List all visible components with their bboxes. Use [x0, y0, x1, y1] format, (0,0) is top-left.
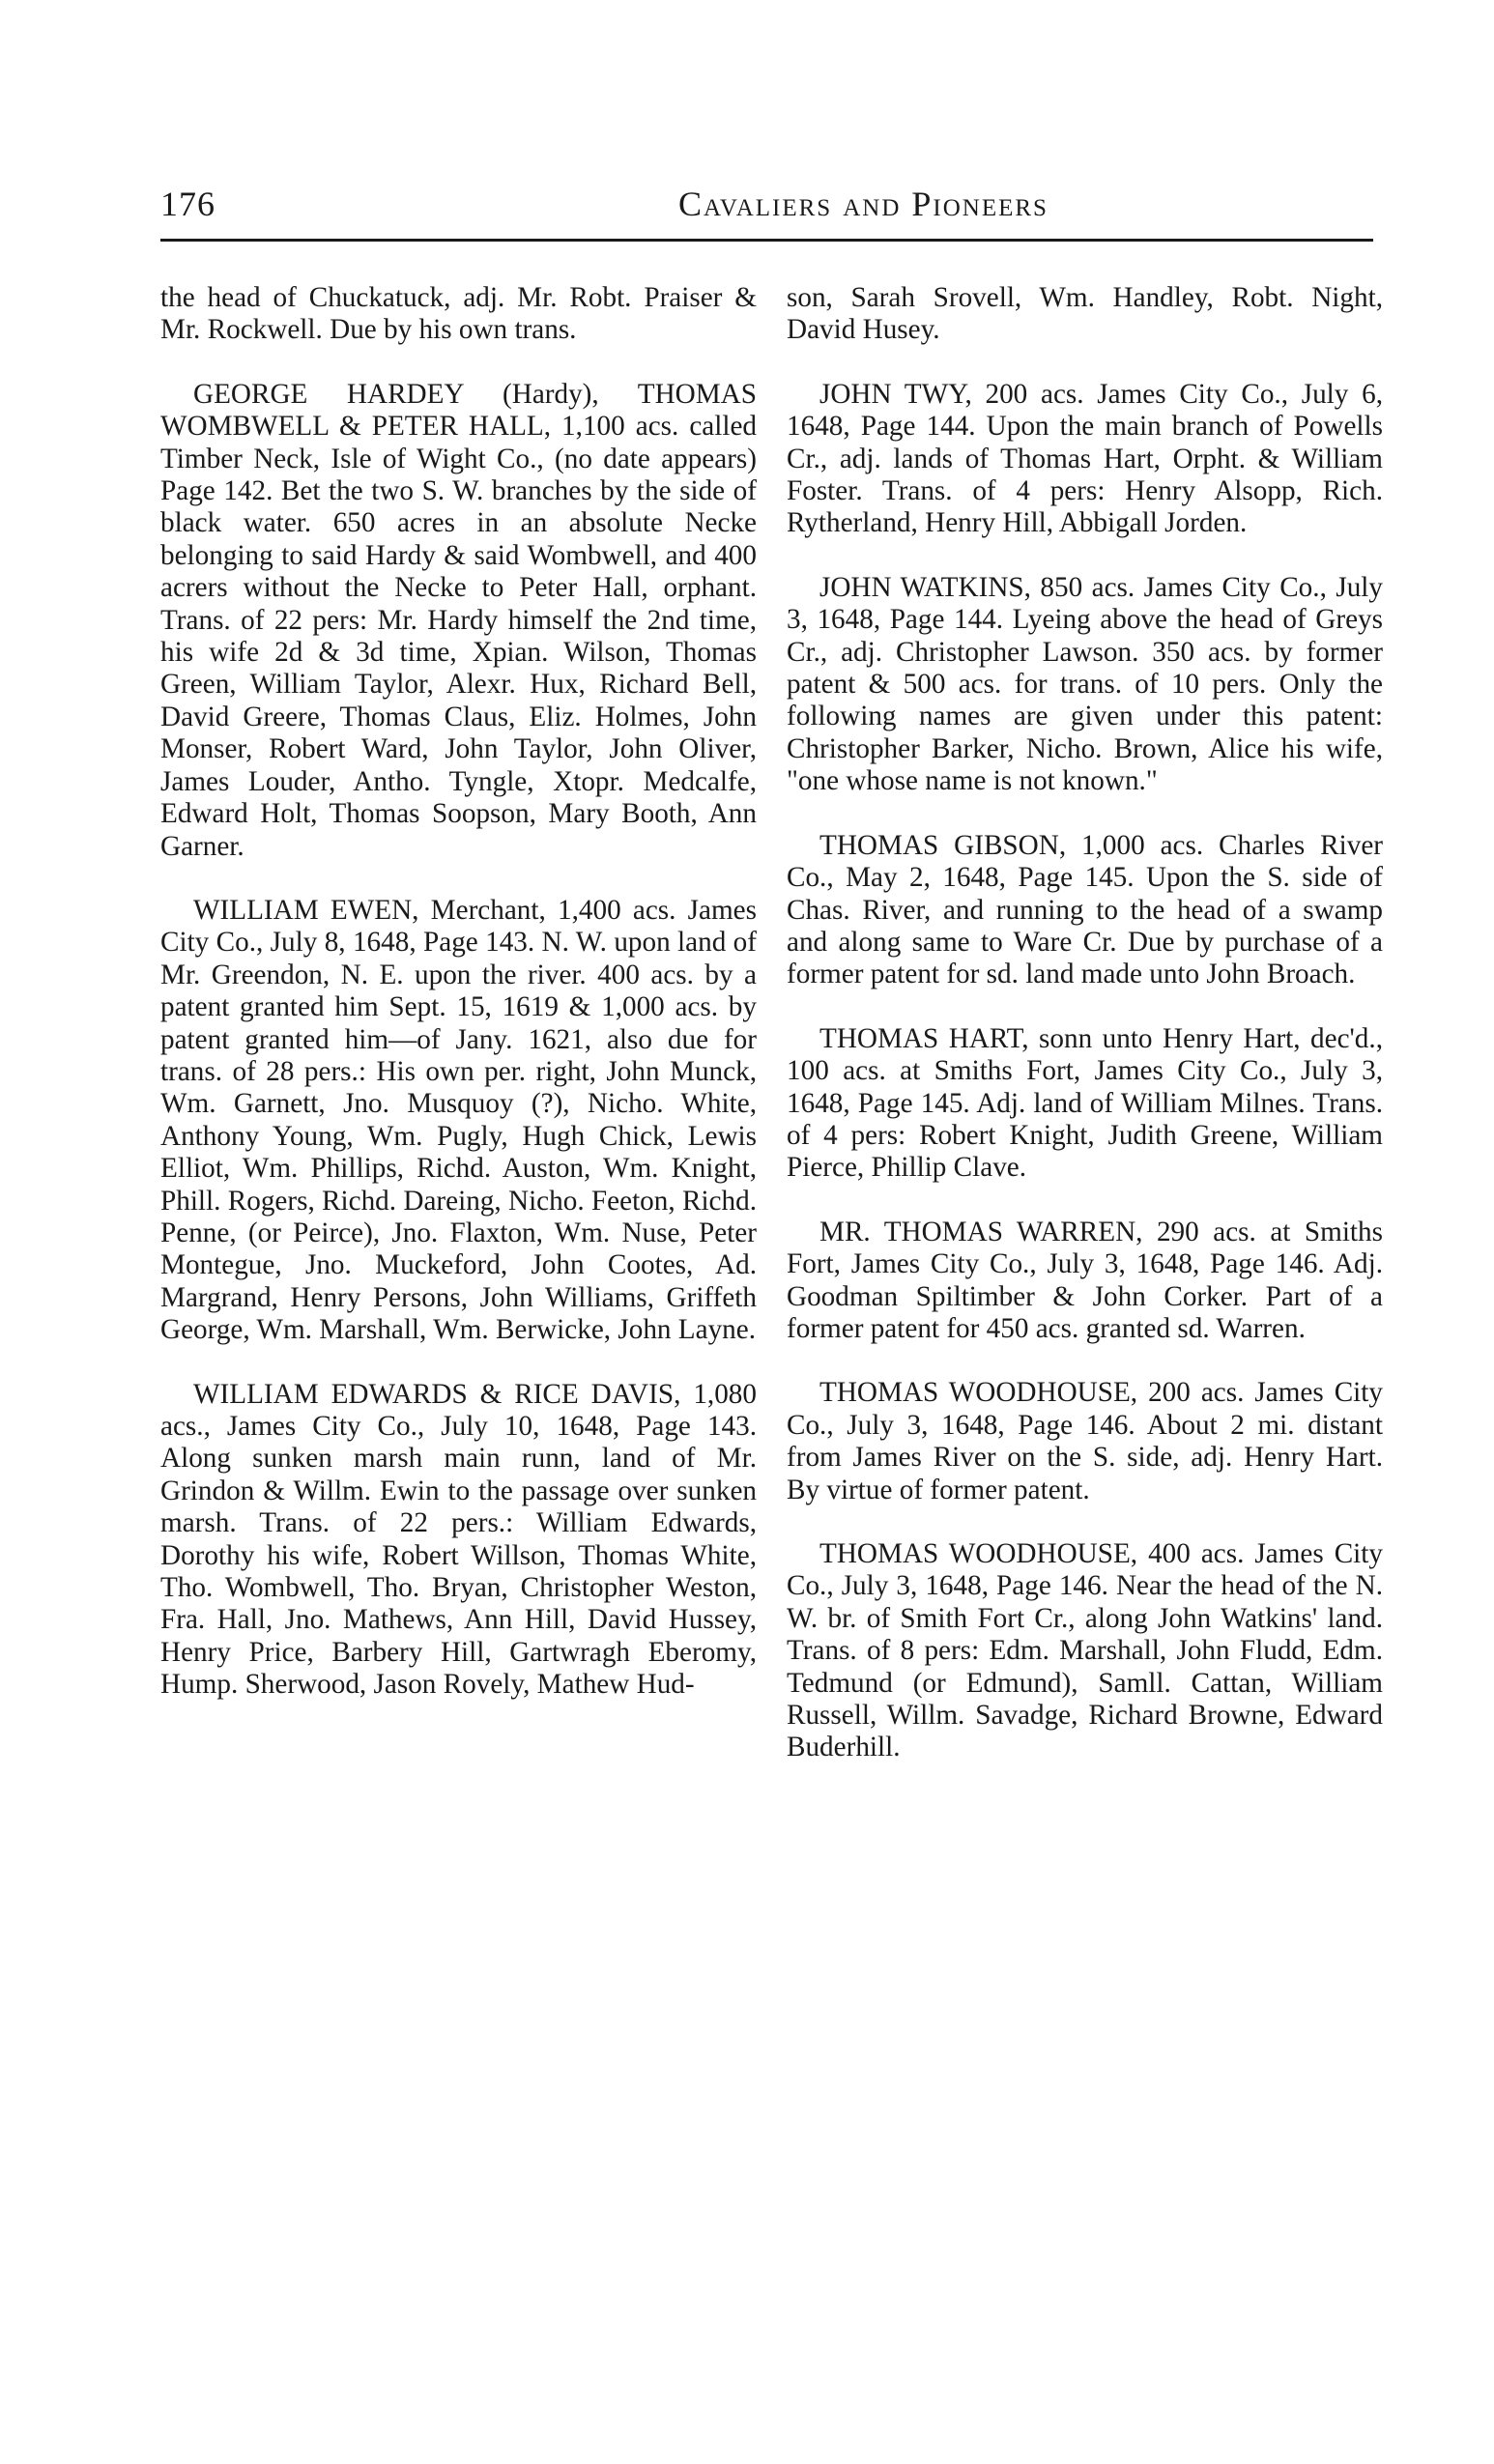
page-header	[160, 184, 1373, 234]
entry-william-edwards: WILLIAM EDWARDS & RICE DAVIS, 1,080 acs., James City Co., July 10, 1648, Page 143. Along sunken marsh main runn, land of Mr. Grindon & Willm. Ewin to the passage over sunken marsh. Trans. of 22 pers.: William Edwards, Dorothy his wife, Robert Willson, Thomas White, Tho. Wombwell, Tho. Bryan, Christopher Weston, Fra. Hall, Jno. Mathews, Ann Hill, David Hussey, Henry Price, Barbery Hill, Gartwragh Eberomy, Hump. Sherwood, Jason Rovely, Mathew Hud-	[160, 1378, 757, 1701]
entry-john-twy: JOHN TWY, 200 acs. James City Co., July 6, 1648, Page 144. Upon the main branch of Powells Cr., adj. lands of Thomas Hart, Orpht. & William Foster. Trans. of 4 pers: Henry Alsopp, Rich. Rytherland, Henry Hill, Abbigall Jorden.	[787, 378, 1383, 539]
running-head: Cavaliers and Pioneers	[678, 185, 1049, 223]
entry-continuation: the head of Chuckatuck, adj. Mr. Robt. Praiser & Mr. Rockwell. Due by his own trans.	[160, 282, 757, 346]
left-column	[160, 282, 757, 1733]
entry-thomas-woodhouse-400: THOMAS WOODHOUSE, 400 acs. James City Co., July 3, 1648, Page 146. Near the head of the N. W. br. of Smith Fort Cr., along John Watkins' land. Trans. of 8 pers: Edm. Marshall, John Fludd, Edm. Tedmund (or Edmund), Samll. Cattan, William Russell, Willm. Savadge, Richard Browne, Edward Buderhill.	[787, 1538, 1383, 1763]
page-number: 176	[160, 185, 215, 223]
right-column	[787, 282, 1383, 1796]
header-rule	[160, 239, 1373, 242]
entry-continuation: son, Sarah Srovell, Wm. Handley, Robt. Night, David Husey.	[787, 282, 1383, 346]
entry-thomas-gibson: THOMAS GIBSON, 1,000 acs. Charles River Co., May 2, 1648, Page 145. Upon the S. side of Chas. River, and running to the head of a swamp and along same to Ware Cr. Due by purchase of a former patent for sd. land made unto John Broach.	[787, 829, 1383, 990]
entry-thomas-hart: THOMAS HART, sonn unto Henry Hart, dec'd., 100 acs. at Smiths Fort, James City Co., July 3, 1648, Page 145. Adj. land of William Milnes. Trans. of 4 pers: Robert Knight, Judith Greene, William Pierce, Phillip Clave.	[787, 1022, 1383, 1184]
entry-thomas-warren: MR. THOMAS WARREN, 290 acs. at Smiths Fort, James City Co., July 3, 1648, Page 146. Adj. Goodman Spiltimber & John Corker. Part of a former patent for 450 acs. granted sd. Warren.	[787, 1216, 1383, 1344]
entry-john-watkins: JOHN WATKINS, 850 acs. James City Co., July 3, 1648, Page 144. Lyeing above the head of Greys Cr., adj. Christopher Lawson. 350 acs. by former patent & 500 acs. for trans. of 10 pers. Only the following names are given under this patent: Christopher Barker, Nicho. Brown, Alice his wife, "one whose name is not known."	[787, 571, 1383, 797]
entry-william-ewen: WILLIAM EWEN, Merchant, 1,400 acs. James City Co., July 8, 1648, Page 143. N. W. upon land of Mr. Greendon, N. E. upon the river. 400 acs. by a patent granted him Sept. 15, 1619 & 1,000 acs. by patent granted him—of Jany. 1621, also due for trans. of 28 pers.: His own per. right, John Munck, Wm. Garnett, Jno. Musquoy (?), Nicho. White, Anthony Young, Wm. Pugly, Hugh Chick, Lewis Elliot, Wm. Phillips, Richd. Auston, Wm. Knight, Phill. Rogers, Richd. Dareing, Nicho. Feeton, Richd. Penne, (or Peirce), Jno. Flaxton, Wm. Nuse, Peter Montegue, Jno. Muckeford, John Cootes, Ad. Margrand, Henry Persons, John Williams, Griffeth George, Wm. Marshall, Wm. Berwicke, John Layne.	[160, 894, 757, 1346]
entry-thomas-woodhouse-200: THOMAS WOODHOUSE, 200 acs. James City Co., July 3, 1648, Page 146. About 2 mi. distant from James River on the S. side, adj. Henry Hart. By virtue of former patent.	[787, 1377, 1383, 1505]
entry-george-hardey: GEORGE HARDEY (Hardy), THOMAS WOMBWELL & PETER HALL, 1,100 acs. called Timber Neck, Isle of Wight Co., (no date appears) Page 142. Bet the two S. W. branches by the side of black water. 650 acres in an absolute Necke belonging to said Hardy & said Wombwell, and 400 acrers without the Necke to Peter Hall, orphant. Trans. of 22 pers: Mr. Hardy himself the 2nd time, his wife 2d & 3d time, Xpian. Wilson, Thomas Green, William Taylor, Alexr. Hux, Richard Bell, David Greere, Thomas Claus, Eliz. Holmes, John Monser, Robert Ward, John Taylor, John Oliver, James Louder, Antho. Tyngle, Xtopr. Medcalfe, Edward Holt, Thomas Soopson, Mary Booth, Ann Garner.	[160, 378, 757, 862]
